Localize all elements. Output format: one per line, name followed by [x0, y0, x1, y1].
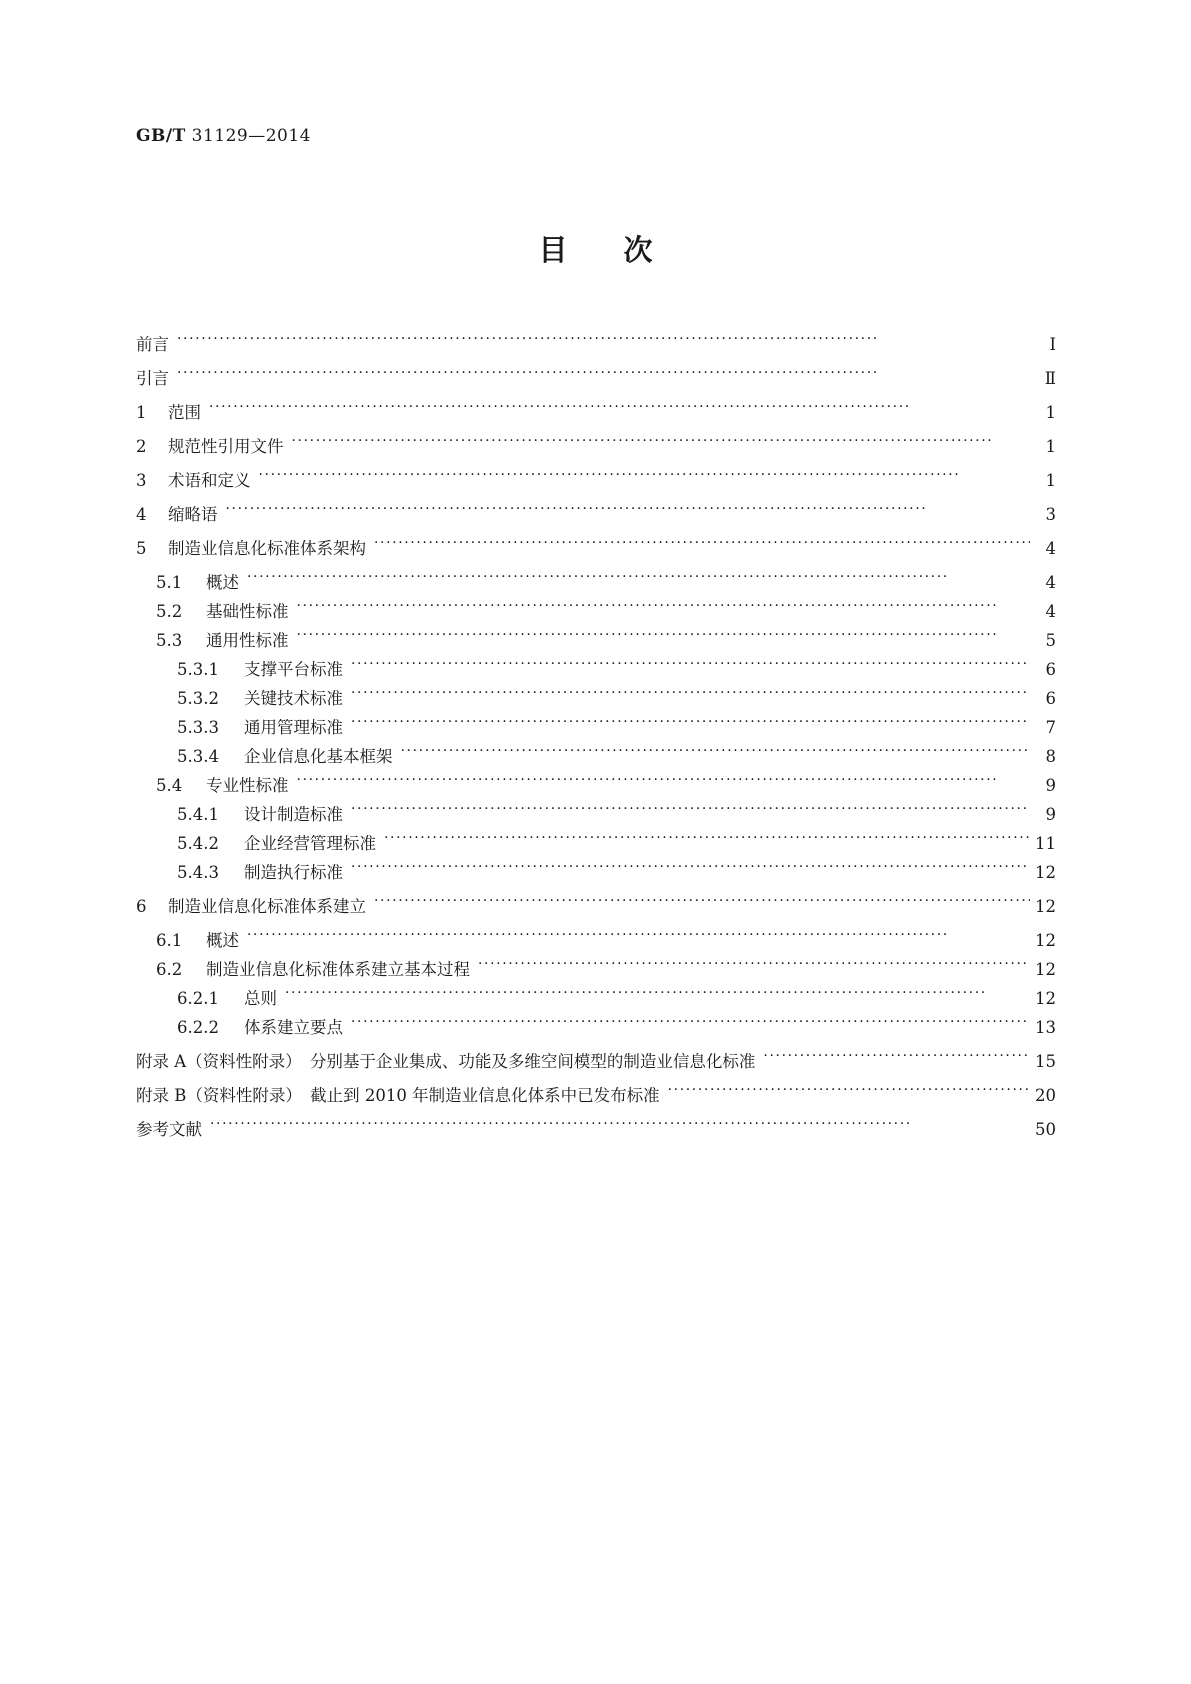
toc-entry[interactable] [136, 362, 1056, 390]
toc-entry[interactable] [136, 769, 1056, 797]
toc-entry-label: 参考文献 [136, 1120, 202, 1139]
toc-entry-number: 6.2.2 [177, 1018, 219, 1037]
toc-entry-number: 6.2.1 [177, 989, 219, 1008]
toc-entry-page-number: 1 [1045, 471, 1056, 490]
toc-entry-number: 6 [136, 897, 147, 916]
toc-entry-page-number: 6 [1045, 689, 1056, 708]
toc-entry-label: 支撑平台标准 [244, 660, 343, 679]
toc-entry-label: 制造执行标准 [244, 863, 343, 882]
toc-entry-number: 6.2 [156, 960, 183, 979]
toc-entry-number: 5.3.2 [177, 689, 219, 708]
dot-leader [293, 595, 1031, 617]
toc-entry-number: 4 [136, 505, 147, 524]
dot-leader [380, 827, 1030, 849]
toc-entry-page-number: 9 [1045, 776, 1056, 795]
toc-entry-page-number: 15 [1035, 1052, 1056, 1071]
toc-entry-number: 5.3.1 [177, 660, 219, 679]
dot-leader [347, 798, 1030, 820]
toc-entry-page-number: 1 [1045, 437, 1056, 456]
toc-entry-page-number: 1 [1045, 403, 1056, 422]
toc-entry-number: 1 [136, 403, 147, 422]
toc-entry-label: 概述 [206, 573, 239, 592]
toc-entry-page-number: 4 [1045, 602, 1056, 621]
toc-entry[interactable] [136, 498, 1056, 526]
dot-leader [370, 532, 1030, 554]
dot-leader [243, 566, 1030, 588]
toc-entry-number: 6.1 [156, 931, 183, 950]
toc-entry[interactable] [136, 566, 1056, 594]
toc-entry-page-number: 6 [1045, 660, 1056, 679]
toc-entry-label: 制造业信息化标准体系建立基本过程 [206, 960, 470, 979]
dot-leader [173, 362, 1030, 384]
toc-entry-page-number: 20 [1035, 1086, 1056, 1105]
toc-entry-label: 术语和定义 [168, 471, 251, 490]
dot-leader [347, 1011, 1030, 1033]
toc-entry[interactable] [136, 396, 1056, 424]
toc-entry-page-number: 12 [1035, 897, 1056, 916]
toc-entry-page-number: 11 [1035, 834, 1056, 853]
toc-entry-page-number: 4 [1045, 539, 1056, 558]
dot-leader [206, 1113, 1030, 1135]
toc-entry-number: 5.4.2 [177, 834, 219, 853]
toc-entry-label: 设计制造标准 [244, 805, 343, 824]
toc-entry-number: 5.3 [156, 631, 183, 650]
dot-leader [759, 1045, 1030, 1067]
toc-entry-page-number: Ⅰ [1049, 335, 1056, 354]
toc-entry-label: 企业信息化基本框架 [244, 747, 393, 766]
toc-entry-number: 5.2 [156, 602, 183, 621]
toc-entry-label: 体系建立要点 [244, 1018, 343, 1037]
toc-entry[interactable] [136, 1079, 1056, 1107]
title-char-2: 次 [623, 233, 653, 267]
toc-entry-page-number: 50 [1035, 1120, 1056, 1139]
dot-leader [370, 890, 1030, 912]
toc-entry-label: 制造业信息化标准体系建立 [168, 897, 366, 916]
toc-entry[interactable] [136, 827, 1056, 855]
toc-entry-label: 概述 [206, 931, 239, 950]
toc-entry-page-number: 8 [1045, 747, 1056, 766]
toc-entry[interactable] [136, 856, 1056, 884]
dot-leader [173, 328, 1030, 350]
toc-entry-label: 范围 [168, 403, 201, 422]
toc-entry[interactable] [136, 924, 1056, 952]
toc-entry-number: 5.4 [156, 776, 183, 795]
toc-entry-label: 附录 A（资料性附录） 分别基于企业集成、功能及多维空间模型的制造业信息化标准 [136, 1052, 756, 1071]
dot-leader [347, 856, 1030, 878]
toc-entry-page-number: 9 [1045, 805, 1056, 824]
toc-entry[interactable] [136, 798, 1056, 826]
toc-entry-page-number: 7 [1045, 718, 1056, 737]
toc-entry-number: 5.4.3 [177, 863, 219, 882]
standard-prefix: GB/T [136, 126, 186, 146]
toc-entry-number: 5 [136, 539, 147, 558]
dot-leader [664, 1079, 1030, 1101]
toc-entry[interactable] [136, 653, 1056, 681]
dot-leader [205, 396, 1030, 418]
toc-entry[interactable] [136, 430, 1056, 458]
toc-entry-number: 5.3.4 [177, 747, 219, 766]
toc-entry[interactable] [136, 682, 1056, 710]
toc-entry-page-number: 12 [1035, 863, 1056, 882]
toc-entry-label: 引言 [136, 369, 169, 388]
dot-leader [347, 711, 1030, 733]
toc-entry-page-number: 12 [1035, 960, 1056, 979]
toc-entry[interactable] [136, 1011, 1056, 1039]
toc-entry-label: 总则 [244, 989, 277, 1008]
toc-entry[interactable] [136, 328, 1056, 356]
dot-leader [222, 498, 1031, 520]
toc-entry-number: 3 [136, 471, 147, 490]
dot-leader [293, 769, 1031, 791]
toc-entry-label: 关键技术标准 [244, 689, 343, 708]
toc-entry-label: 基础性标准 [206, 602, 289, 621]
toc-entry-label: 缩略语 [168, 505, 218, 524]
dot-leader [474, 953, 1030, 975]
toc-entry[interactable] [136, 624, 1056, 652]
dot-leader [281, 982, 1030, 1004]
toc-entry-label: 企业经营管理标准 [244, 834, 376, 853]
toc-entry-label: 制造业信息化标准体系架构 [168, 539, 366, 558]
toc-entry-page-number: Ⅱ [1044, 369, 1056, 388]
toc-entry[interactable] [136, 890, 1056, 918]
toc-entry[interactable] [136, 711, 1056, 739]
page-title [0, 228, 1191, 269]
dot-leader [347, 682, 1030, 704]
toc-entry[interactable] [136, 1113, 1056, 1141]
toc-entry[interactable] [136, 532, 1056, 560]
dot-leader [288, 430, 1031, 452]
toc-entry-number: 5.3.3 [177, 718, 219, 737]
title-char-1: 目 [538, 233, 568, 267]
toc-entry-page-number: 3 [1045, 505, 1056, 524]
toc-entry[interactable] [136, 464, 1056, 492]
toc-entry-number: 5.1 [156, 573, 183, 592]
dot-leader [347, 653, 1030, 675]
toc-entry[interactable] [136, 982, 1056, 1010]
dot-leader [397, 740, 1031, 762]
toc-entry-label: 附录 B（资料性附录） 截止到 2010 年制造业信息化体系中已发布标准 [136, 1086, 660, 1105]
toc-entry[interactable] [136, 1045, 1056, 1073]
toc-entry-number: 5.4.1 [177, 805, 219, 824]
toc-entry-page-number: 12 [1035, 931, 1056, 950]
toc-entry-label: 通用性标准 [206, 631, 289, 650]
standard-code [136, 126, 311, 146]
dot-leader [243, 924, 1030, 946]
toc-entry-page-number: 12 [1035, 989, 1056, 1008]
toc-entry-page-number: 5 [1045, 631, 1056, 650]
toc-entry-label: 规范性引用文件 [168, 437, 284, 456]
dot-leader [293, 624, 1031, 646]
toc-entry[interactable] [136, 740, 1056, 768]
standard-number: 31129—2014 [191, 126, 311, 146]
toc-entry-label: 通用管理标准 [244, 718, 343, 737]
toc-entry[interactable] [136, 595, 1056, 623]
toc-entry-label: 前言 [136, 335, 169, 354]
toc-entry[interactable] [136, 953, 1056, 981]
toc-entry-label: 专业性标准 [206, 776, 289, 795]
toc-entry-page-number: 13 [1035, 1018, 1056, 1037]
toc-entry-number: 2 [136, 437, 147, 456]
dot-leader [255, 464, 1031, 486]
toc-entry-page-number: 4 [1045, 573, 1056, 592]
